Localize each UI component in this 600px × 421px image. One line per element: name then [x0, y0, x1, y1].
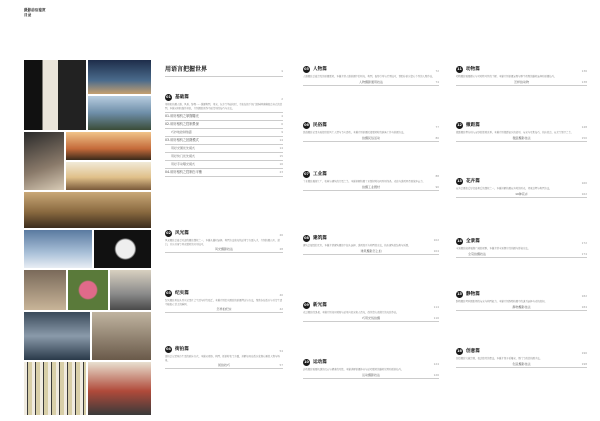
section-header[interactable]: 13 花卉篇 160	[457, 179, 587, 185]
section-street	[165, 346, 283, 369]
section-folk	[303, 122, 439, 142]
intro-page: 1	[281, 69, 283, 73]
section-title: 基础篇	[175, 95, 189, 100]
photo-street	[92, 312, 151, 360]
toc-entry[interactable]: 02.用好相机之控制景深 6	[165, 122, 283, 126]
section-header[interactable]: 08 建筑篇 102	[304, 236, 439, 242]
photo-lake-mountain	[88, 96, 151, 130]
section-flowers	[456, 178, 587, 198]
divider	[165, 76, 283, 77]
section-number-badge: 01	[166, 95, 171, 99]
intro-title: 用语言把握世界	[165, 66, 208, 73]
section-header[interactable]: 04 街拍篇 54	[166, 347, 283, 353]
section-description: 微距摄影带你进入奇妙的微观世界。本篇介绍微距镜头的使用、布光与对焦技巧，拍出昆虫、花朵等细节之美。	[456, 131, 574, 134]
section-industry	[303, 171, 439, 191]
photo-couple-window	[24, 60, 86, 130]
section-description: 花卉是摄影爱好者最喜爱的题材之一。本篇讲解拍摄花卉时的用光、背景处理与构图方法。	[456, 187, 552, 190]
section-header[interactable]: 02 风光篇 26	[166, 231, 283, 237]
section-description: 光是摄影的灵魂。本篇介绍如何观察与运用自然光和人造光，创作富有表现力的光影作品。	[303, 311, 399, 314]
photo-landscape-tree	[24, 192, 151, 228]
section-header[interactable]: 05 人物篇 72	[304, 67, 439, 73]
photo-sky	[24, 230, 92, 268]
photo-portrait	[24, 270, 66, 310]
photo-bus	[88, 362, 151, 415]
photo-city-night	[88, 60, 151, 94]
section-people	[303, 66, 439, 86]
section-header[interactable]: 16 创意篇 196	[457, 349, 587, 355]
toc-link[interactable]: 拍摄民俗活动 80	[303, 135, 439, 142]
photo-collage	[24, 60, 151, 415]
toc-column-1	[165, 66, 283, 367]
section-header[interactable]: 10 运动篇 124	[304, 360, 439, 366]
section-description: 人像摄影是最常见的拍摄题材。本篇介绍人像拍摄中的用光、构图、姿势引导与后期技巧，帮助你拍出富有个性的人物作品。	[303, 75, 435, 78]
section-description: 静物摄影考验摄影师的布光与构图能力。本篇介绍静物拍摄中的道具选择与光线控制。	[456, 300, 547, 303]
section-header[interactable]: 07 工业篇 88	[304, 172, 439, 178]
section-page: 2	[281, 97, 283, 101]
section-landscape	[165, 230, 283, 253]
toc-subentry[interactable]: 用好手动曝光模式 16	[171, 162, 283, 166]
photo-horse	[94, 230, 151, 268]
book-header	[24, 8, 46, 17]
section-description: 动物摄影需要耐心与对动物习性的了解。本篇介绍拍摄宠物与野生动物的器材选择和拍摄技巧。	[456, 75, 557, 78]
section-description: 街拍是记录城市生活的绝佳方式。本篇从观察、构图、抓拍时机等方面，讲解如何在街头发现有趣的人物与场景。	[165, 355, 280, 362]
section-description: 风光摄影是最受欢迎的摄影题材之一。本篇从器材选择、构图方法和光线运用等方面入手，介绍拍摄山川、湖泊、日出日落等风光题材的实用技巧。	[165, 239, 280, 246]
photo-bridge	[24, 312, 90, 360]
toc-entry[interactable]: 01.用好相机之掌握曝光 4	[165, 114, 283, 118]
section-light	[303, 302, 439, 322]
section-header[interactable]: 14 全景篇 172	[457, 239, 587, 245]
section-description: 创意摄影突破常规，表达独特的想法。本篇介绍多重曝光、慢门等创意拍摄手法。	[456, 357, 543, 360]
toc-link[interactable]: 人物摄影通用技法 74	[303, 79, 439, 86]
toc-link[interactable]: 怎样拍动物 138	[456, 79, 587, 86]
photo-cityscape	[110, 270, 151, 310]
section-description: 纪实摄影用镜头真实记录社会生活与时代变迁。本篇介绍纪实摄影的拍摄理念与方法，帮助你在街头与日常生活中捕捉有意义的瞬间。	[165, 299, 283, 306]
toc-entry[interactable]: 04.用好相机之控制白平衡 23	[165, 170, 283, 174]
section-description: 全景摄影能够展现广阔的视野。本篇介绍全景照片的拍摄与拼接方法。	[456, 247, 531, 250]
section-header[interactable]: 15 静物篇 182	[457, 292, 587, 298]
toc-link[interactable]: 拍摄工业题材 90	[303, 184, 439, 191]
section-header[interactable]: 12 微距篇 148	[457, 123, 587, 129]
toc-link[interactable]: 建筑摄影怎么拍 104	[303, 248, 439, 255]
section-header[interactable]: 09 新光篇 114	[304, 303, 439, 309]
toc-link[interactable]: 街拍技巧 57	[165, 362, 283, 369]
photo-sunset	[66, 132, 151, 160]
toc-intro[interactable]	[165, 66, 283, 76]
section-description: 建筑是凝固的艺术。本篇介绍建筑摄影中镜头选择、透视校正与构图的方法，拍出建筑的结构与质感。	[303, 244, 411, 247]
section-animals	[456, 66, 587, 86]
section-header[interactable]: 03 纪实篇 40	[166, 291, 283, 297]
section-description: 工业摄影展现工厂、机械与建筑的力量之美。本篇讲解拍摄工业题材时如何利用线条、光影与透视营造视觉冲击力。	[303, 180, 425, 183]
photo-birch-forest	[24, 362, 86, 415]
toc-subentry[interactable]: 用好快门优先模式 15	[171, 154, 283, 158]
section-basics	[165, 94, 283, 177]
section-documentary	[165, 290, 283, 313]
toc-subentry[interactable]: 巧妙地控制焦距 9	[171, 130, 283, 134]
toc-link[interactable]: 风光摄影技法 28	[165, 246, 283, 253]
section-header[interactable]: 11 动物篇 136	[457, 67, 587, 73]
section-panorama	[456, 238, 587, 258]
section-sports	[303, 359, 439, 379]
section-description: 民俗摄影记录各地独特的风土人情与节庆活动。本篇介绍拍摄民俗题材时的准备工作与拍摄方法。	[303, 131, 406, 134]
toc-link[interactable]: 微距摄影技法 150	[456, 135, 587, 142]
toc-link[interactable]: 运动摄影技法 126	[303, 372, 439, 379]
section-creative	[456, 348, 587, 368]
section-architecture	[303, 235, 439, 255]
contents-label: 目录	[24, 12, 32, 17]
section-macro	[456, 122, 587, 142]
section-header[interactable]	[165, 94, 283, 103]
toc-entry[interactable]: 03.用好相机之拍摄模式 14	[165, 138, 283, 142]
photo-city-glow	[66, 162, 151, 190]
toc-subentry[interactable]: 用好光圈优先模式 14	[171, 146, 283, 150]
section-description: 用相机拍摄人像、风景、静物……掌握构图、用光、色彩等基础知识，才能在按下快门的瞬间准确表达自己的意图。本篇从相机操作讲起，介绍摄影创作中最常用的技巧与方法。	[165, 103, 283, 110]
photo-figure	[24, 132, 64, 190]
section-description: 运动摄影需要快速的反应与精准的对焦。本篇讲解拍摄体育与运动题材的器材设置和抓拍技巧。	[303, 368, 404, 371]
book-title: 摄影前沿鉴赏	[24, 8, 46, 12]
toc-link[interactable]: 巧用光线拍摄 116	[303, 315, 439, 322]
section-header[interactable]: 06 民俗篇 77	[304, 123, 439, 129]
toc-link[interactable]: 10种花卉 162	[456, 191, 587, 198]
toc-link[interactable]: 创意摄影技法 198	[456, 361, 587, 368]
photo-flower	[68, 270, 108, 310]
toc-link[interactable]: 静物摄影技法 184	[456, 304, 587, 311]
toc-link[interactable]: 怎样拍纪实 42	[165, 306, 283, 313]
section-still-life	[456, 291, 587, 311]
toc-link[interactable]: 全景拍摄技法 174	[456, 251, 587, 258]
